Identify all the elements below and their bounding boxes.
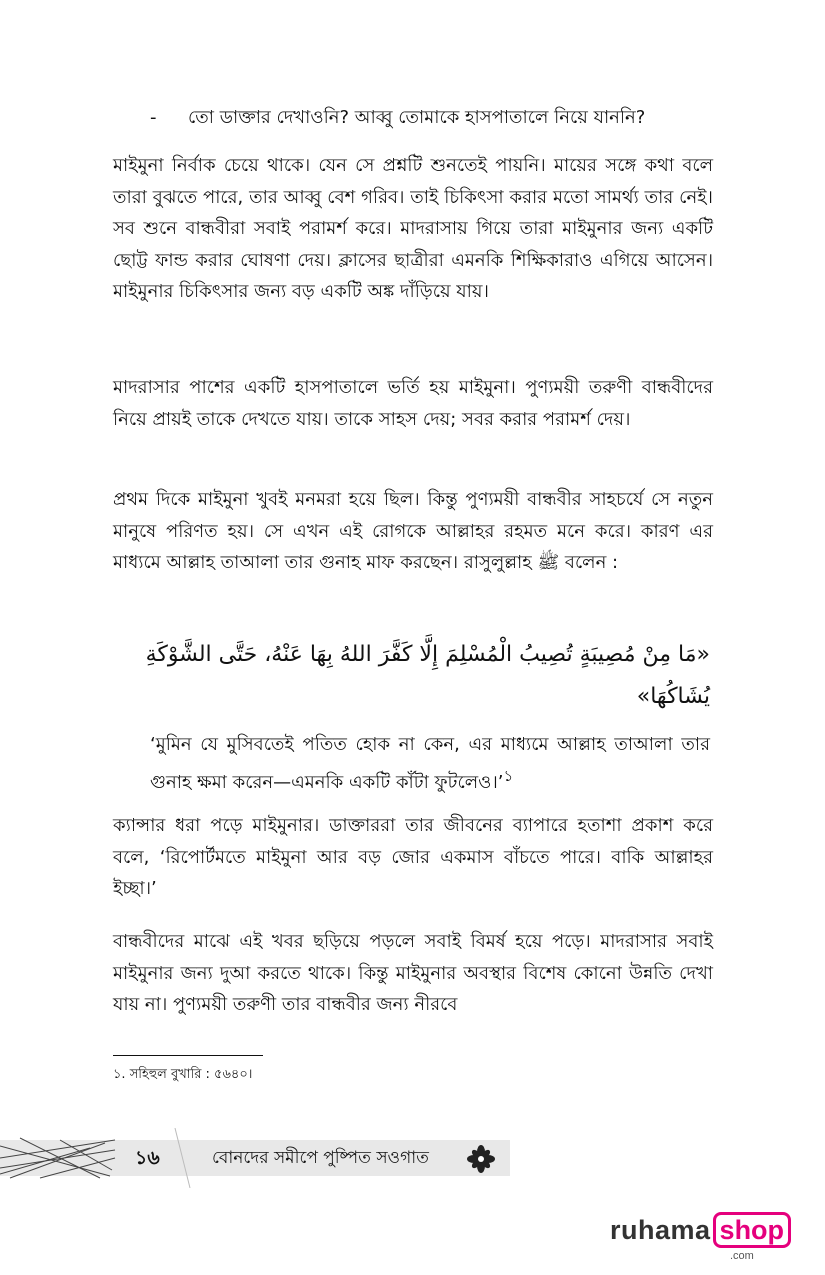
- footnote-divider: [113, 1055, 263, 1056]
- flower-ornament-icon: [466, 1145, 496, 1173]
- paragraph-cancer: ক্যান্সার ধরা পড়ে মাইমুনার। ডাক্তাররা তার জীবনের ব্যাপারে হতাশা প্রকাশ করে বলে, ‘রিপোর্টমতে মাইমুনা আর বড় জোর একমাস বাঁচতে পারে। বাকি আল্লাহর ইচ্ছা।’: [113, 815, 713, 899]
- page-number: ১৬: [135, 1147, 160, 1169]
- hadith-translation-text: ‘মুমিন যে মুসিবতেই পতিত হোক না কেন, এর মাধ্যমে আল্লাহ তাআলা তার গুনাহ ক্ষমা করেন—এমনকি একটি কাঁটা ফুটলেও।’: [150, 734, 710, 793]
- watermark-shop: shop: [713, 1212, 792, 1248]
- dialog-dash: -: [150, 107, 157, 128]
- paragraph-fund: মাইমুনা নির্বাক চেয়ে থাকে। যেন সে প্রশ্নটি শুনতেই পায়নি। মায়ের সঙ্গে কথা বলে তারা বুঝতে পারে, তার আব্বু বেশ গরিব। তাই চিকিৎসা করার মতো সামর্থ্য তার নেই। সব শুনে বান্ধবীরা সবাই পরামর্শ করে। মাদরাসায় গিয়ে তারা মাইমুনার জন্য একটি ছোট্ট ফান্ড করার ঘোষণা দেয়। ক্লাসের ছাত্রীরা এমনকি শিক্ষিকারাও এগিয়ে আসেন। মাইমুনার চিকিৎসার জন্য বড় একটি অঙ্ক দাঁড়িয়ে যায়।: [113, 155, 713, 302]
- paragraph-hospital: মাদরাসার পাশের একটি হাসপাতালে ভর্তি হয় মাইমুনা। পুণ্যময়ী তরুণী বান্ধবীদের নিয়ে প্রায়ই তাকে দেখতে যায়। তাকে সাহস দেয়; সবর করার পরামর্শ দেয়।: [113, 377, 713, 430]
- paragraph-change: প্রথম দিকে মাইমুনা খুবই মনমরা হয়ে ছিল। কিন্তু পুণ্যময়ী বান্ধবীর সাহচর্যে সে নতুন মানুষে পরিণত হয়। সে এখন এই রোগকে আল্লাহর রহমত মনে করে। কারণ এর মাধ্যমে আল্লাহ তাআলা তার গুনাহ মাফ করছেন। রাসুলুল্লাহ ﷺ বলেন :: [113, 489, 713, 573]
- footnote-marker: ১: [503, 766, 514, 785]
- ruhamashop-watermark: [610, 1212, 791, 1262]
- watermark-brand: ruhama: [610, 1215, 711, 1245]
- hadith-translation: [150, 729, 710, 798]
- footnote: ১. সহিহুল বুখারি : ৫৬৪০।: [113, 1067, 253, 1082]
- dialog-text: তো ডাক্তার দেখাওনি? আব্বু তোমাকে হাসপাতালে নিয়ে যাননি?: [188, 107, 646, 128]
- watermark-domain: .com: [730, 1250, 754, 1262]
- footer-line-pattern: [0, 1128, 200, 1188]
- paragraph-sad: বান্ধবীদের মাঝে এই খবর ছড়িয়ে পড়লে সবাই বিমর্ষ হয়ে পড়ে। মাদরাসার সবাই মাইমুনার জন্য দুআ করতে থাকে। কিন্তু মাইমুনার অবস্থার বিশেষ কোনো উন্নতি দেখা যায় না। পুণ্যময়ী তরুণী তার বান্ধবীর জন্য নীরবে: [113, 931, 713, 1015]
- book-title: বোনদের সমীপে পুষ্পিত সওগাত: [212, 1148, 429, 1168]
- hadith-arabic: «مَا مِنْ مُصِيبَةٍ تُصِيبُ الْمُسْلِمَ إِلَّا كَفَّرَ اللهُ بِهَا عَنْهُ، حَتَّى الشَّوْكَةِ يُشَاكُهَا»: [145, 642, 710, 709]
- dialog-line: [150, 103, 730, 133]
